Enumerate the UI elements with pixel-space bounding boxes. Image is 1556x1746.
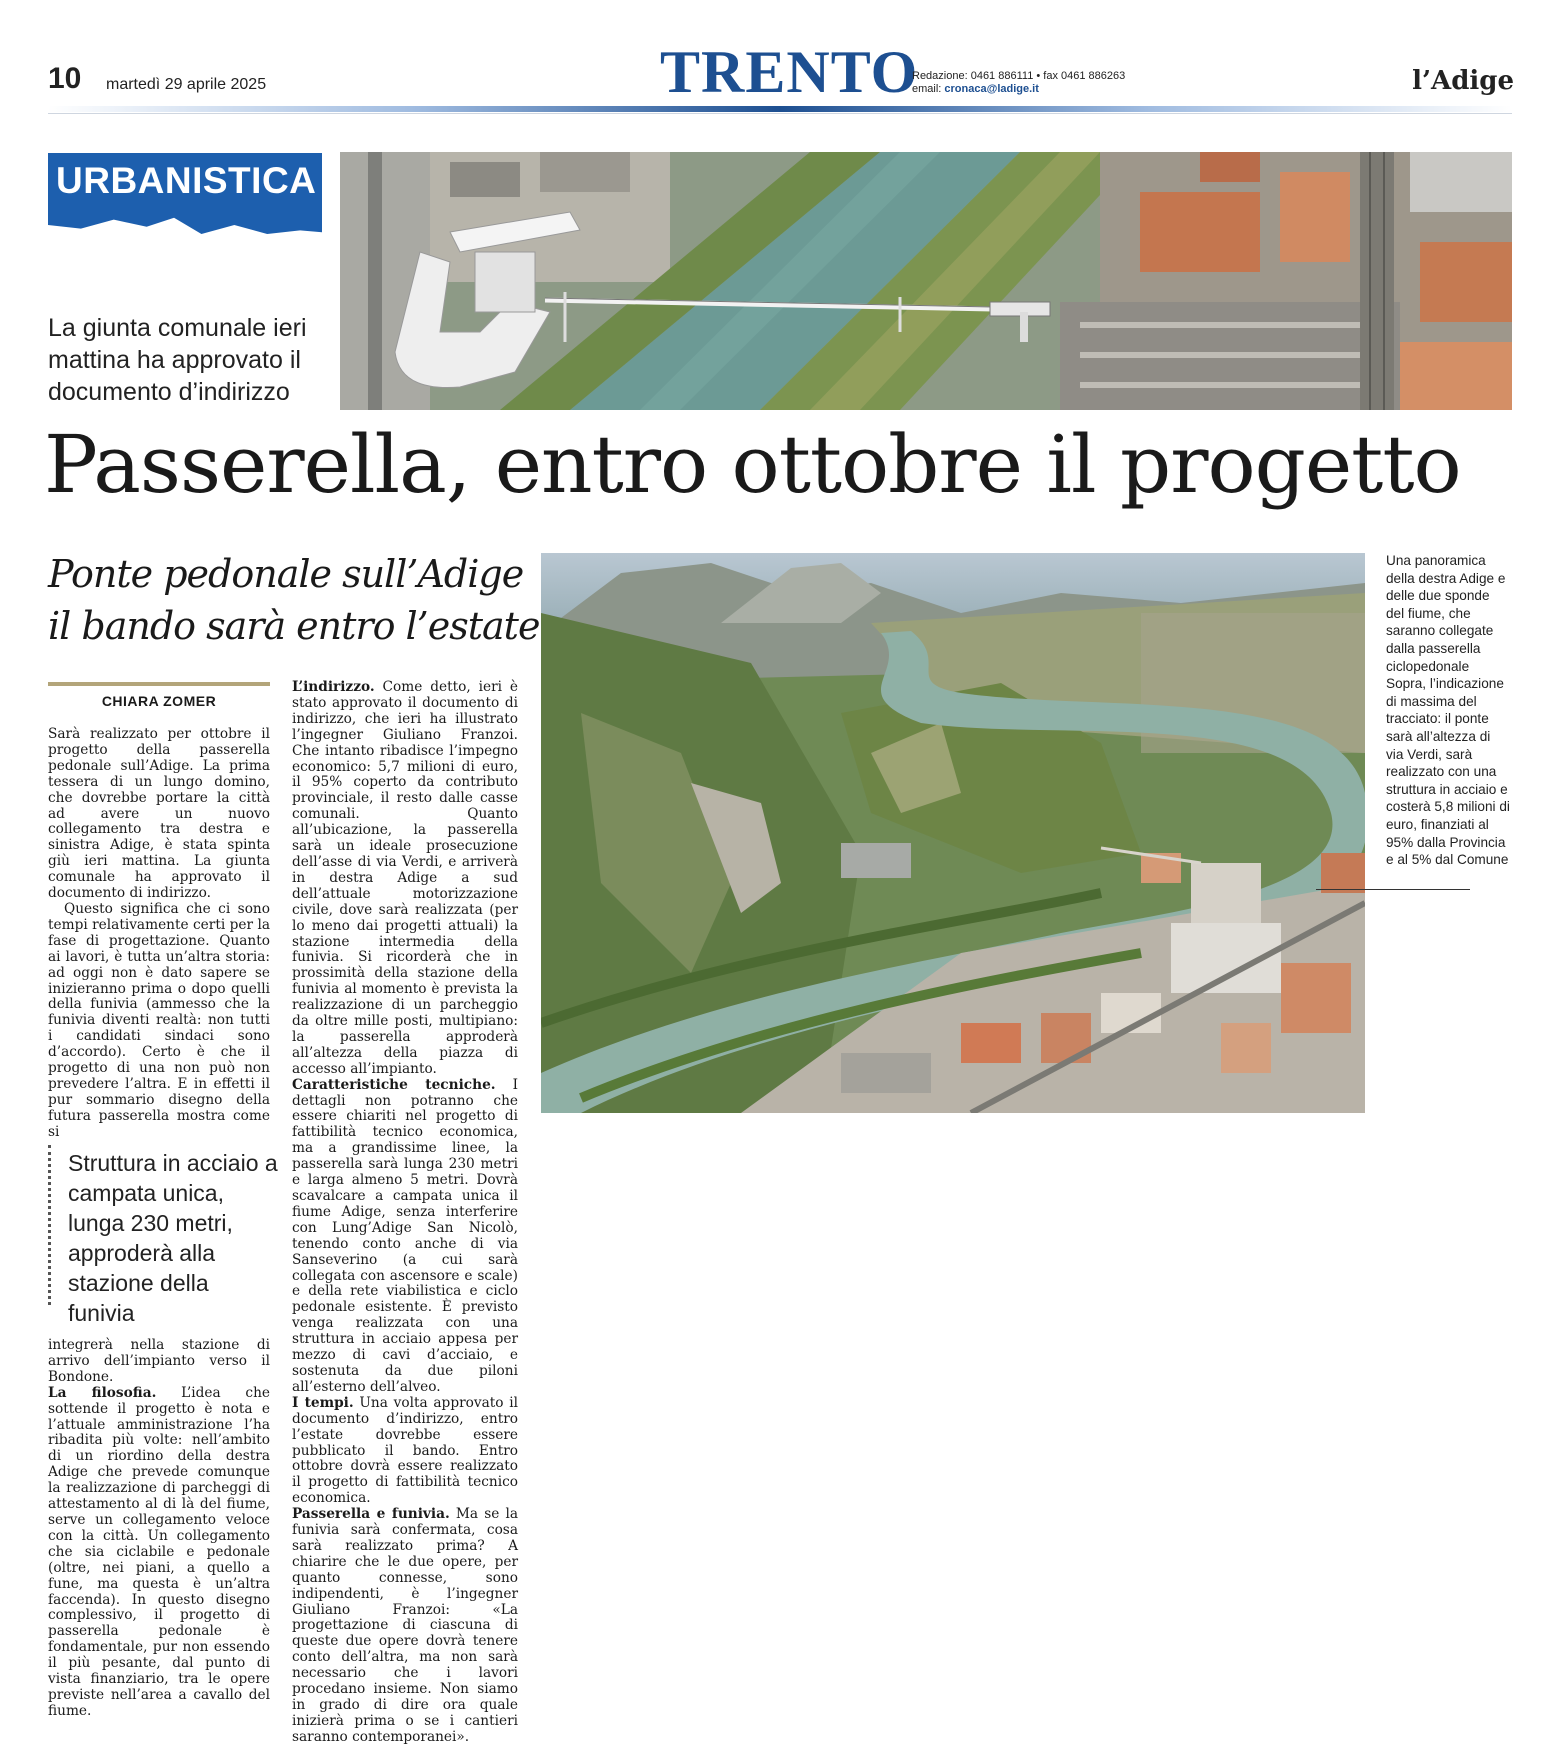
section-heading: La filosofia.	[48, 1384, 157, 1401]
aerial-panorama-photo	[541, 553, 1365, 1113]
dek-line-2: il bando sarà entro l’estate	[48, 604, 540, 648]
pull-quote: Struttura in acciaio a campata unica, lunga 230 metri, approderà alla stazione della funivia	[68, 1150, 278, 1326]
paragraph	[292, 1078, 518, 1396]
paragraph	[292, 680, 518, 1078]
dek-line-1: Ponte pedonale sull’Adige	[48, 552, 524, 596]
paragraph-text: Come detto, ieri è stato approvato il documento di indirizzo, che ieri ha illustrato l’ingegner Giuliano Franzoi. Che intanto ribadisce l’impegno economico: 5,7 milioni di euro, il 95% coperto da contributo provinciale, il resto dalle casse comunali. Quanto all’ubicazione, la passerella sarà un ideale prosecuzione dell’asse di via Verdi, e arriverà in destra Adige a sud dell’attuale motorizzazione civile, dove sarà realizzata (per lo meno dai progetti attuali) la stazione intermedia della funivia. Si ricorderà che in prossimità della stazione della funivia al momento è prevista la realizzazione di un parcheggio da oltre mille posti, multipiano: la passerella approderà all’altezza della piazza di accesso all’impianto.	[292, 679, 518, 1077]
paragraph-text: I dettagli non potranno che essere chiariti nel progetto di fattibilità tecnico economica, ma a grandissime linee, la passerella sarà lunga 230 metri e larga almeno 5 metri. Dovrà scavalcare a campata unica il fiume Adige, senza interferire con Lung’Adige San Nicolò, tenendo conto anche di via Sanseverino (a cui sarà collegata con ascensore e scale) e della rete viabilistica e ciclo pedonale esistente. È previsto venga realizzata con una struttura in acciaio appesa per mezzo di cavi d’acciaio, e sostenuta da due piloni all’esterno dell’alveo.	[292, 1076, 518, 1395]
newspaper-logo: l’Adige	[1412, 66, 1514, 96]
article-column-1-lower	[48, 1338, 270, 1720]
kicker-label: URBANISTICA	[56, 160, 317, 201]
article-dek	[48, 548, 548, 652]
contact-info	[912, 70, 1125, 96]
issue-date: martedì 29 aprile 2025	[106, 76, 267, 93]
photo-caption: Una panoramica della destra Adige e delle due sponde del fiume, che saranno collegate dalla passerella ciclopedonale Sopra, l’indicazione di massima del tracciato: il ponte sarà all’altezza di via Verdi, sarà realizzato con una struttura in acciaio e costerà 5,8 milioni di euro, finanziati al 95% dalla Provincia e al 5% dal Comune	[1386, 553, 1510, 868]
caption-pointer-line	[1316, 889, 1470, 890]
section-heading: I tempi.	[292, 1394, 354, 1411]
paragraph-text: Una volta approvato il documento d’indirizzo, entro l’estate dovrebbe essere pubblicato il bando. Entro ottobre dovrà essere realizzato il progetto di fattibilità tecnico economica.	[292, 1394, 518, 1507]
email-link[interactable]: cronaca@ladige.it	[944, 83, 1039, 95]
paragraph: Questo significa che ci sono tempi relativamente certi per la fase di progettazione. Quanto ai lavori, è tutta un’altra storia: ad oggi non è dato sapere se inizieranno prima o dopo quelli della funivia (ammesso che la funivia diventi realtà: non tutti i candidati sindaci sono d’accordo). Certo è che il progetto di una non può non prevedere l’altra. E in effetti il pur sommario disegno della futura passerella mostra come si	[48, 900, 270, 1140]
section-title: TRENTO	[660, 39, 919, 105]
bridge-rendering-photo	[340, 152, 1512, 410]
section-heading: Passerella e funivia.	[292, 1506, 450, 1523]
email-label: email:	[912, 83, 942, 95]
header-thin-divider	[48, 113, 1512, 114]
paragraph	[292, 1507, 518, 1746]
article-headline: Passerella, entro ottobre il progetto	[44, 418, 1461, 511]
section-heading: L’indirizzo.	[292, 679, 375, 695]
article-column-2	[292, 680, 518, 1746]
section-heading: Caratteristiche tecniche.	[292, 1076, 496, 1093]
paragraph	[292, 1396, 518, 1507]
top-subheading: La giunta comunale ieri mattina ha approvato il documento d’indirizzo	[48, 314, 307, 406]
byline-divider	[48, 682, 270, 686]
paragraph: integrerà nella stazione di arrivo dell’impianto verso il Bondone.	[48, 1337, 270, 1385]
redazione-phone: Redazione: 0461 886111 • fax 0461 886263	[912, 70, 1126, 82]
header-divider	[48, 106, 1512, 112]
paragraph-text: L’idea che sottende il progetto è nota e l’attuale amministrazione l’ha ribadita più volte: nell’ambito di un riordino della destra Adige che prevede comunque la realizzazione di parcheggi di attestamento al di là del fiume, serve un collegamento veloce con la città. Un collegamento che sia ciclabile e pedonale (oltre, nei piani, a quello a fune, ma questa è un’altra faccenda). In questo disegno complessivo, il progetto di passerella pedonale è fondamentale, pur non essendo il più pesante, dal punto di vista finanziario, tra le opere previste nell’area a cavallo del fiume.	[48, 1384, 270, 1719]
paragraph	[48, 1386, 270, 1720]
byline: CHIARA ZOMER	[101, 693, 217, 709]
page-number: 10	[48, 62, 82, 95]
article-column-1-upper	[48, 727, 270, 1141]
paragraph: Sarà realizzato per ottobre il progetto della passerella pedonale sull’Adige. La prima tessera di un lungo domino, che dovrebbe portare la città ad avere un nuovo collegamento tra destra e sinistra Adige, è stata spinta giù ieri mattina. La giunta comunale ha approvato il documento di indirizzo.	[48, 726, 270, 902]
paragraph-text: Ma se la funivia sarà confermata, cosa sarà realizzato prima? A chiarire che le due opere, per quanto connesse, sono indipendenti, è l’ingegner Giuliano Franzoi: «La progettazione di ciascuna di queste due opere dovrà tenere conto dell’altra, ma non sarà necessario che i lavori procedano insieme. Non siamo in grado di dire ora quale inizierà prima o se i cantieri saranno contemporanei».	[292, 1506, 518, 1745]
